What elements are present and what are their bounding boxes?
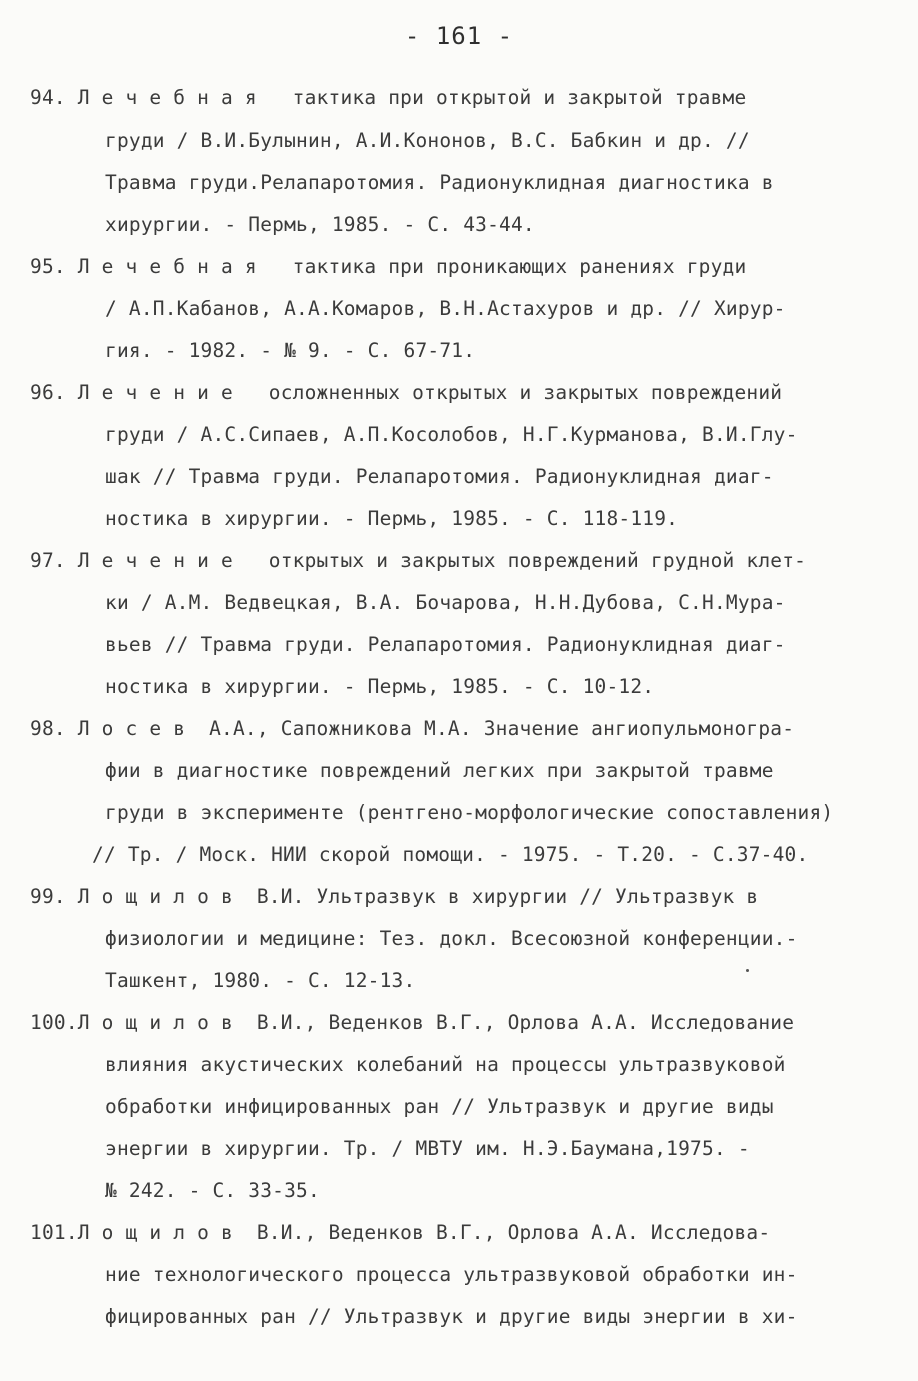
entry-100-line-5: № 242. - С. 33-35.: [105, 1179, 320, 1202]
entry-94-line-3: Травма груди.Релапаротомия. Радионуклидная диагностика в: [105, 171, 774, 194]
entry-96-line-1: 96. Л е ч е н и е осложненных открытых и закрытых повреждений: [30, 381, 783, 404]
entry-98-line-2: фии в диагностике повреждений легких при закрытой травме: [105, 759, 774, 782]
entry-100-line-2: влияния акустических колебаний на процессы ультразвуковой: [105, 1053, 786, 1076]
entry-97-line-2: ки / А.М. Ведвецкая, В.А. Бочарова, Н.Н.Дубова, С.Н.Мура-: [105, 591, 786, 614]
entry-97-line-4: ностика в хирургии. - Пермь, 1985. - С. 10-12.: [105, 675, 655, 698]
entry-101-line-2: ние технологического процесса ультразвуковой обработки ин-: [105, 1263, 798, 1286]
entry-100-line-3: обработки инфицированных ран // Ультразвук и другие виды: [105, 1095, 774, 1118]
entry-94-line-1: 94. Л е ч е б н а я тактика при открытой и закрытой травме: [30, 86, 747, 109]
entry-99-line-2: физиологии и медицине: Тез. докл. Всесоюзной конференции.-: [105, 927, 798, 950]
entry-101-line-3: фицированных ран // Ультразвук и другие виды энергии в хи-: [105, 1305, 798, 1328]
entry-97-line-3: вьев // Травма груди. Релапаротомия. Радионуклидная диаг-: [105, 633, 786, 656]
entry-98-line-4: // Тр. / Моск. НИИ скорой помощи. - 1975. - Т.20. - С.37-40.: [92, 843, 809, 866]
entry-99-line-3: Ташкент, 1980. - С. 12-13.: [105, 969, 416, 992]
entry-99-line-1: 99. Л о щ и л о в В.И. Ультразвук в хирургии // Ультразвук в: [30, 885, 759, 908]
entry-96-line-3: шак // Травма груди. Релапаротомия. Радионуклидная диаг-: [105, 465, 774, 488]
entry-95-line-3: гия. - 1982. - № 9. - С. 67-71.: [105, 339, 476, 362]
entry-94-line-4: хирургии. - Пермь, 1985. - С. 43-44.: [105, 213, 535, 236]
entry-96-line-4: ностика в хирургии. - Пермь, 1985. - С. 118-119.: [105, 507, 679, 530]
entry-98-line-1: 98. Л о с е в А.А., Сапожникова М.А. Значение ангиопульмоногра-: [30, 717, 795, 740]
entry-95-line-1: 95. Л е ч е б н а я тактика при проникающих ранениях груди: [30, 255, 747, 278]
entry-100-line-4: энергии в хирургии. Тр. / МВТУ им. Н.Э.Баумана,1975. -: [105, 1137, 750, 1160]
page-number: - 161 -: [404, 22, 514, 50]
entry-98-line-3: груди в эксперименте (рентгено-морфологические сопоставления): [105, 801, 834, 824]
entry-96-line-2: груди / А.С.Сипаев, А.П.Косолобов, Н.Г.Курманова, В.И.Глу-: [105, 423, 798, 446]
entry-100-line-1: 100.Л о щ и л о в В.И., Веденков В.Г., Орлова А.А. Исследование: [30, 1011, 795, 1034]
entry-101-line-1: 101.Л о щ и л о в В.И., Веденков В.Г., Орлова А.А. Исследова-: [30, 1221, 771, 1244]
entry-95-line-2: / А.П.Кабанов, А.А.Комаров, В.Н.Астахуров и др. // Хирур-: [105, 297, 786, 320]
entry-94-line-2: груди / В.И.Булынин, А.И.Кононов, В.С. Бабкин и др. //: [105, 129, 750, 152]
ink-speck: [746, 969, 749, 972]
entry-97-line-1: 97. Л е ч е н и е открытых и закрытых повреждений грудной клет-: [30, 549, 807, 572]
